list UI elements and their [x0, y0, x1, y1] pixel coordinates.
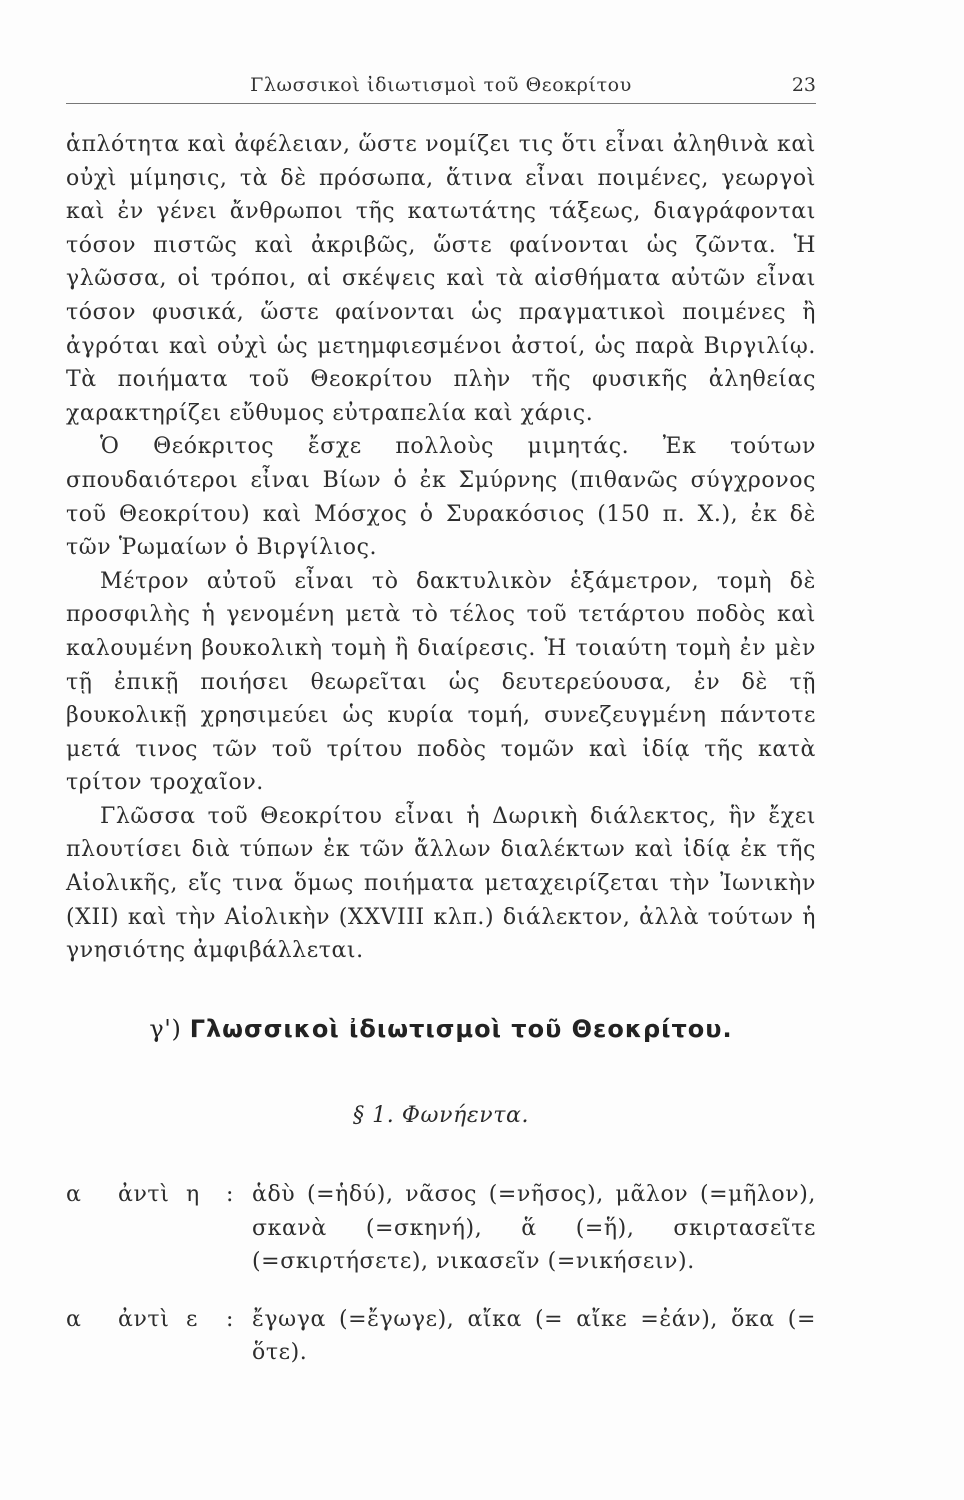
running-title: Γλωσσικοὶ ἰδιωτισμοὶ τοῦ Θεοκρίτου	[250, 74, 632, 96]
rule-label	[66, 1178, 252, 1279]
rule-alpha-for-eta	[66, 1178, 816, 1279]
paragraph-imitators: Ὁ Θεόκριτος ἔσχε πολλοὺς μιμητάς. Ἐκ τούτων σπουδαιότεροι εἶναι Βίων ὁ ἐκ Σμύρνης (πιθανῶς σύγχρονος τοῦ Θεοκρίτου) καὶ Μόσχος ὁ Συρακόσιος (150 π. Χ.), ἐκ δὲ τῶν Ῥωμαίων ὁ Βιργίλιος.	[66, 434, 816, 561]
paragraph-meter: Μέτρον αὐτοῦ εἶναι τὸ δακτυλικὸν ἑξάμετρον, τομὴ δὲ προσφιλὴς ἡ γενομένη μετὰ τὸ τέλος τοῦ τετάρτου ποδὸς καὶ καλουμένη βουκολικὴ τομὴ ἢ διαίρεσις. Ἡ τοιαύτη τομὴ ἐν μὲν τῇ ἐπικῇ ποιήσει θεωρεῖται ὡς δευτερεύουσα, ἐν δὲ τῇ βουκολικῇ χρησιμεύει ὡς κυρία τομή, συνεζευγμένη πάντοτε μετά τινος τῶν τοῦ τρίτου ποδὸς τομῶν καὶ ἰδίᾳ τῆς κατὰ τρίτον τροχαῖον.	[66, 568, 816, 796]
rule-letter: α	[66, 1306, 82, 1332]
rule-colon: :	[226, 1306, 235, 1332]
rule-alpha-for-epsilon	[66, 1303, 816, 1370]
rule-target: ε	[186, 1306, 198, 1332]
paragraph-dialect: Γλῶσσα τοῦ Θεοκρίτου εἶναι ἡ Δωρικὴ διάλεκτος, ἣν ἔχει πλουτίσει διὰ τύπων ἐκ τῶν ἄλλων διαλέκτων καὶ ἰδίᾳ ἐκ τῆς Αἰολικῆς, εἴς τινα ὅμως ποιήματα μεταχειρίζεται τὴν Ἰωνικὴν (XII) καὶ τὴν Αἰολικὴν (XXVIII κλπ.) διάλεκτον, ἀλλὰ τούτων ἡ γνησιότης ἀμφιβάλλεται.	[66, 803, 816, 964]
rule-anti: ἀντὶ	[118, 1306, 170, 1332]
rule-anti: ἀντὶ	[118, 1182, 170, 1207]
subsection-title: Φωνήεντα.	[401, 1103, 530, 1128]
section-title: Γλωσσικοὶ ἰδιωτισμοὶ τοῦ Θεοκρίτου.	[189, 1015, 733, 1043]
subsection-heading	[66, 1103, 816, 1128]
paragraph-continuation: ἁπλότητα καὶ ἀφέλειαν, ὥστε νομίζει τις ὅτι εἶναι ἀληθινὰ καὶ οὐχὶ μίμησις, τὰ δὲ πρόσωπα, ἅτινα εἶναι ποιμένες, γεωργοὶ καὶ ἐν γένει ἄνθρωποι τῆς κατωτάτης τάξεως, διαγράφονται τόσον πιστῶς καὶ ἀκριβῶς, ὥστε φαίνονται ὡς ζῶντα. Ἡ γλῶσσα, οἱ τρόποι, αἱ σκέψεις καὶ τὰ αἰσθήματα αὐτῶν εἶναι τόσον φυσικά, ὥστε φαίνονται ὡς πραγματικοὶ ποιμένες ἢ ἀγρόται καὶ οὐχὶ ὡς μετημφιεσμένοι ἀστοί, ὡς παρὰ Βιργιλίῳ. Τὰ ποιήματα τοῦ Θεοκρίτου πλὴν τῆς φυσικῆς ἀληθείας χαρακτηρίζει εὔθυμος εὐτραπελία καὶ χάρις.	[66, 132, 816, 426]
rule-letter: α	[66, 1182, 82, 1207]
body-text	[66, 128, 816, 968]
rule-colon: :	[226, 1182, 235, 1207]
header-rule	[66, 103, 816, 104]
page-number: 23	[791, 74, 816, 96]
vowel-rules	[66, 1178, 816, 1394]
page-header	[66, 74, 816, 104]
rule-target: η	[186, 1182, 200, 1207]
rule-examples: ἔγωγα (=ἔγωγε), αἴκα (= αἴκε =ἐάν), ὅκα (= ὅτε).	[252, 1306, 816, 1366]
section-number: γ')	[149, 1015, 182, 1043]
rule-label	[66, 1303, 252, 1370]
subsection-number: § 1.	[352, 1103, 395, 1128]
section-heading	[66, 1015, 816, 1043]
rule-examples: ἁδὺ (=ἡδύ), νᾶσος (=νῆσος), μᾶλον (=μῆλον), σκανὰ (=σκηνή), ἅ (=ἥ), σκιρτασεῖτε (=σκιρτήσετε), νικασεῖν (=νικήσειν).	[252, 1182, 816, 1275]
